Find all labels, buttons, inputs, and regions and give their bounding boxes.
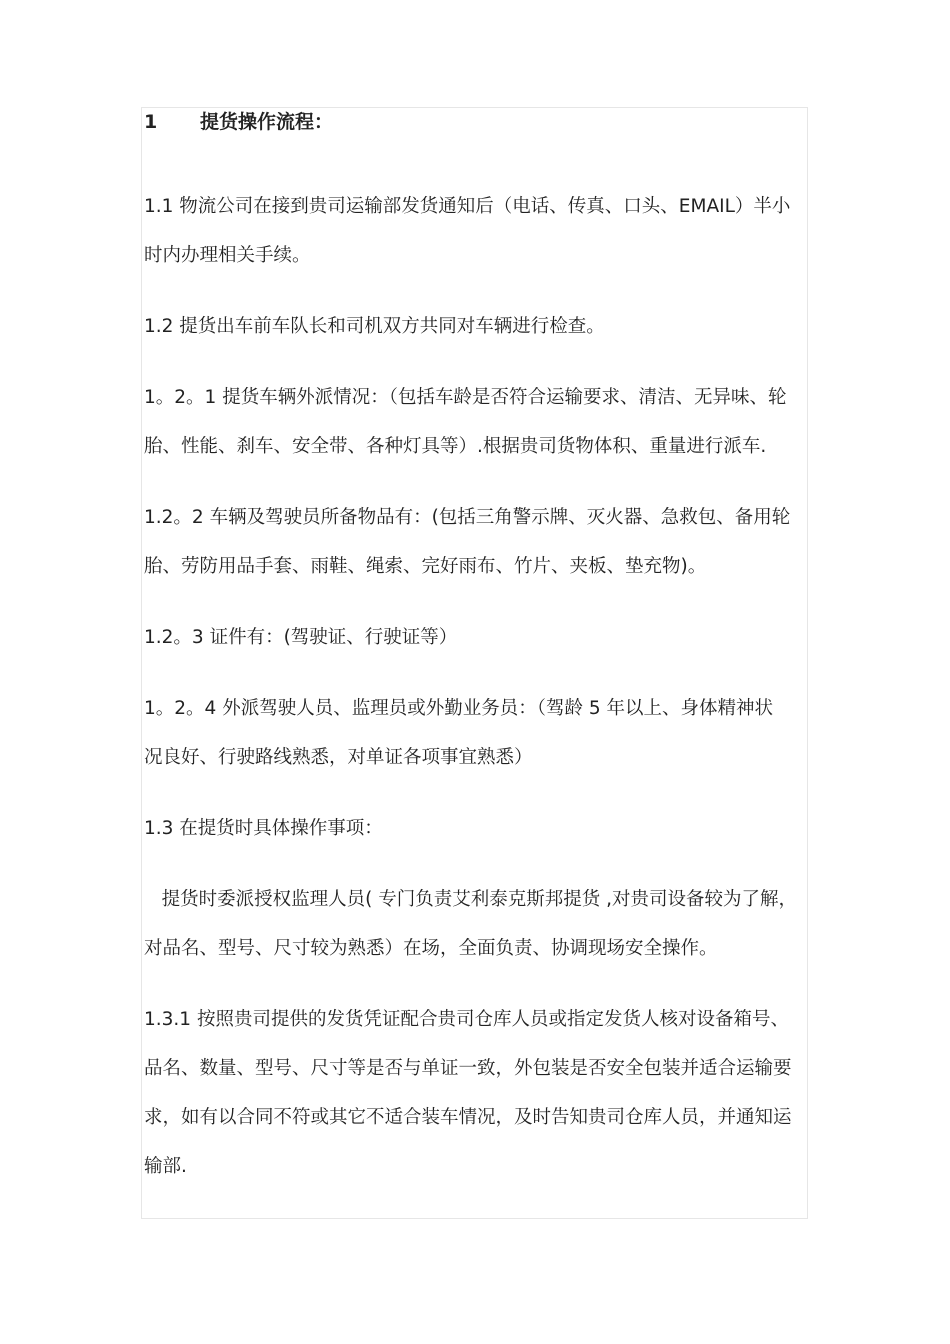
paragraph-line: 1.1 物流公司在接到贵司运输部发货通知后（电话、传真、口头、EMAIL）半小 (144, 196, 791, 217)
paragraph-line: 时内办理相关手续。 (144, 245, 311, 266)
paragraph-line: 胎、性能、刹车、安全带、各种灯具等）.根据贵司货物体积、重量进行派车. (144, 436, 767, 457)
paragraph-1-3 (144, 804, 819, 853)
section-title: 提货操作流程： (200, 111, 334, 133)
paragraph-line: 提货时委派授权监理人员( 专门负责艾利泰克斯邦提货 ,对贵司设备较为了解， (144, 889, 798, 910)
document-body (144, 108, 819, 1191)
paragraph-line: 1。2。4 外派驾驶人员、监理员或外勤业务员：（驾龄 5 年以上、身体精神状 (144, 698, 773, 719)
paragraph-1-1 (144, 182, 819, 280)
paragraph-line: 1.3.1 按照贵司提供的发货凭证配合贵司仓库人员或指定发货人核对设备箱号、 (144, 1009, 789, 1030)
paragraph-1-2-1 (144, 373, 819, 471)
paragraph-line: 况良好、行驶路线熟悉，对单证各项事宜熟悉） (144, 747, 533, 768)
paragraph-line: 1.2。3 证件有：(驾驶证、行驶证等） (144, 627, 458, 648)
paragraph-line: 1。2。1 提货车辆外派情况：（包括车龄是否符合运输要求、清洁、无异味、轮 (144, 387, 787, 408)
paragraph-line: 输部. (144, 1156, 187, 1177)
paragraph-1-2-2 (144, 493, 819, 591)
paragraph-line: 1.2。2 车辆及驾驶员所备物品有：(包括三角警示牌、灭火器、急救包、备用轮 (144, 507, 791, 528)
section-number: 1 (144, 111, 158, 133)
section-heading (144, 108, 819, 136)
paragraph-line: 品名、数量、型号、尺寸等是否与单证一致，外包装是否安全包装并适合运输要 (144, 1058, 792, 1079)
paragraph-line: 1.2 提货出车前车队长和司机双方共同对车辆进行检查。 (144, 316, 605, 337)
paragraph-1-2-4 (144, 684, 819, 782)
paragraph-1-3-intro (144, 875, 819, 973)
paragraph-line: 对品名、型号、尺寸较为熟悉）在场，全面负责、协调现场安全操作。 (144, 938, 718, 959)
paragraph-line: 1.3 在提货时具体操作事项： (144, 818, 383, 839)
paragraph-1-2-3 (144, 613, 819, 662)
paragraph-1-3-1 (144, 995, 819, 1191)
paragraph-1-2 (144, 302, 819, 351)
paragraph-line: 求，如有以合同不符或其它不适合装车情况，及时告知贵司仓库人员，并通知运 (144, 1107, 792, 1128)
paragraph-line: 胎、劳防用品手套、雨鞋、绳索、完好雨布、竹片、夹板、垫充物)。 (144, 556, 707, 577)
